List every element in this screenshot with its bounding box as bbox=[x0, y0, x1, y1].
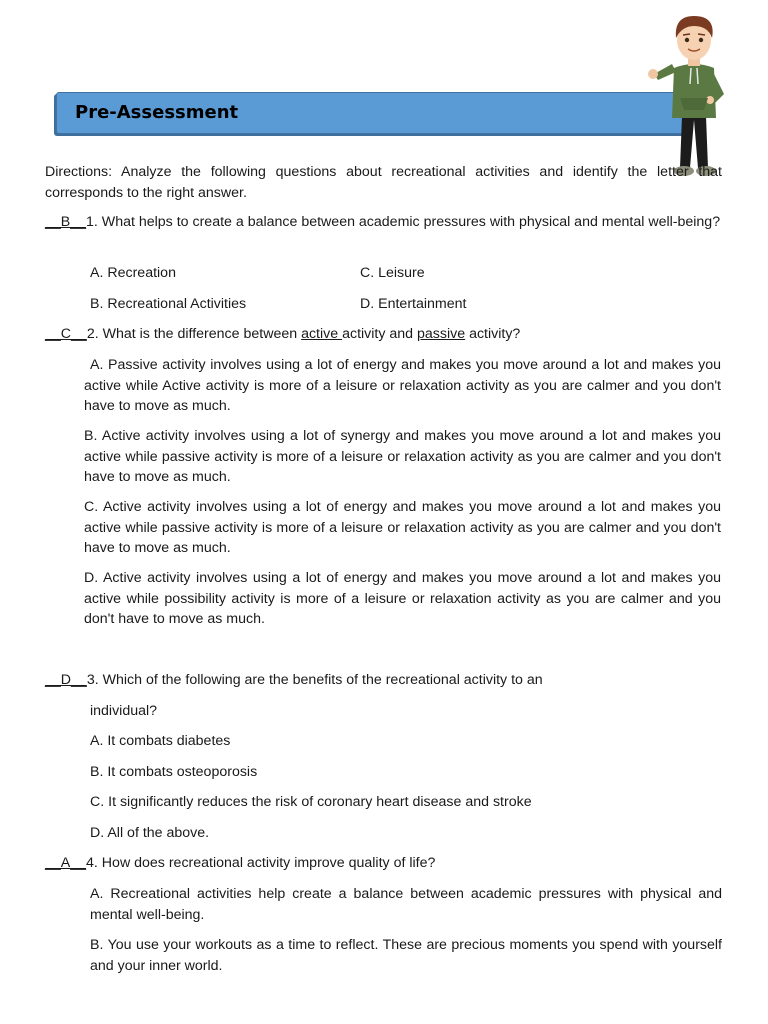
q3-option-d: D. All of the above. bbox=[90, 825, 210, 841]
question-2-text: 2. What is the difference between bbox=[86, 326, 302, 342]
question-3-text-cont: individual? bbox=[90, 703, 158, 719]
q4-option-a: A. Recreational activities help create a balance between academic pressures with physical and mental well-being. bbox=[90, 886, 722, 923]
answer-blank-2: __C__ bbox=[45, 326, 87, 342]
passive-word: passive bbox=[417, 326, 466, 342]
question-4-text: 4. How does recreational activity improve quality of life? bbox=[86, 855, 436, 871]
q3-option-a: A. It combats diabetes bbox=[90, 733, 231, 749]
q2-option-a: A. Passive activity involves using a lot of energy and makes you move around a lot and makes you active while Active activity is more of a leisure or relaxation activity as you are calmer and you don't have to move as much. bbox=[84, 357, 721, 414]
question-2-text-end: activity? bbox=[465, 326, 521, 342]
directions-text: Directions: Analyze the following questions about recreational activities and identify the letter that corresponds to the right answer. bbox=[45, 164, 722, 201]
q2-option-d: D. Active activity involves using a lot of energy and makes you move around a lot and makes you active while possibility activity is more of a leisure or relaxation activity as you are calmer and you don't have to move as much. bbox=[84, 570, 721, 627]
title-banner bbox=[56, 92, 690, 134]
page-title: Pre-Assessment bbox=[75, 102, 239, 123]
question-2-text-mid: activity and bbox=[342, 326, 418, 342]
q1-option-d: D. Entertainment bbox=[360, 296, 467, 312]
question-1 bbox=[45, 212, 722, 233]
question-3-text: 3. Which of the following are the benefits of the recreational activity to an bbox=[86, 672, 543, 688]
q1-option-b: B. Recreational Activities bbox=[90, 296, 247, 312]
q3-option-c: C. It significantly reduces the risk of coronary heart disease and stroke bbox=[90, 794, 532, 810]
q1-option-a: A. Recreation bbox=[90, 265, 176, 281]
question-2 bbox=[45, 324, 722, 345]
answer-blank-3: __D__ bbox=[45, 672, 87, 688]
question-1-text: 1. What helps to create a balance between academic pressures with physical and mental well-being? bbox=[86, 214, 721, 230]
answer-blank-4: __A__ bbox=[45, 855, 87, 871]
q1-option-c: C. Leisure bbox=[360, 265, 425, 281]
q4-option-b: B. You use your workouts as a time to reflect. These are precious moments you spend with yourself and your inner world. bbox=[90, 937, 722, 974]
q3-option-b: B. It combats osteoporosis bbox=[90, 764, 258, 780]
answer-blank-1: __B__ bbox=[45, 214, 87, 230]
active-word: active bbox=[301, 326, 343, 342]
q2-option-c: C. Active activity involves using a lot of energy and makes you move around a lot and makes you active while passive activity is more of a leisure or relaxation activity as you are calmer and you don't have to move as much. bbox=[84, 499, 721, 556]
question-4 bbox=[45, 853, 722, 874]
cartoon-boy-illustration bbox=[644, 8, 744, 180]
q2-option-b: B. Active activity involves using a lot of synergy and makes you move around a lot and makes you active while passive activity is more of a leisure or relaxation activity as you are calmer and you don't have to move as much. bbox=[84, 428, 721, 485]
question-3 bbox=[45, 670, 722, 691]
